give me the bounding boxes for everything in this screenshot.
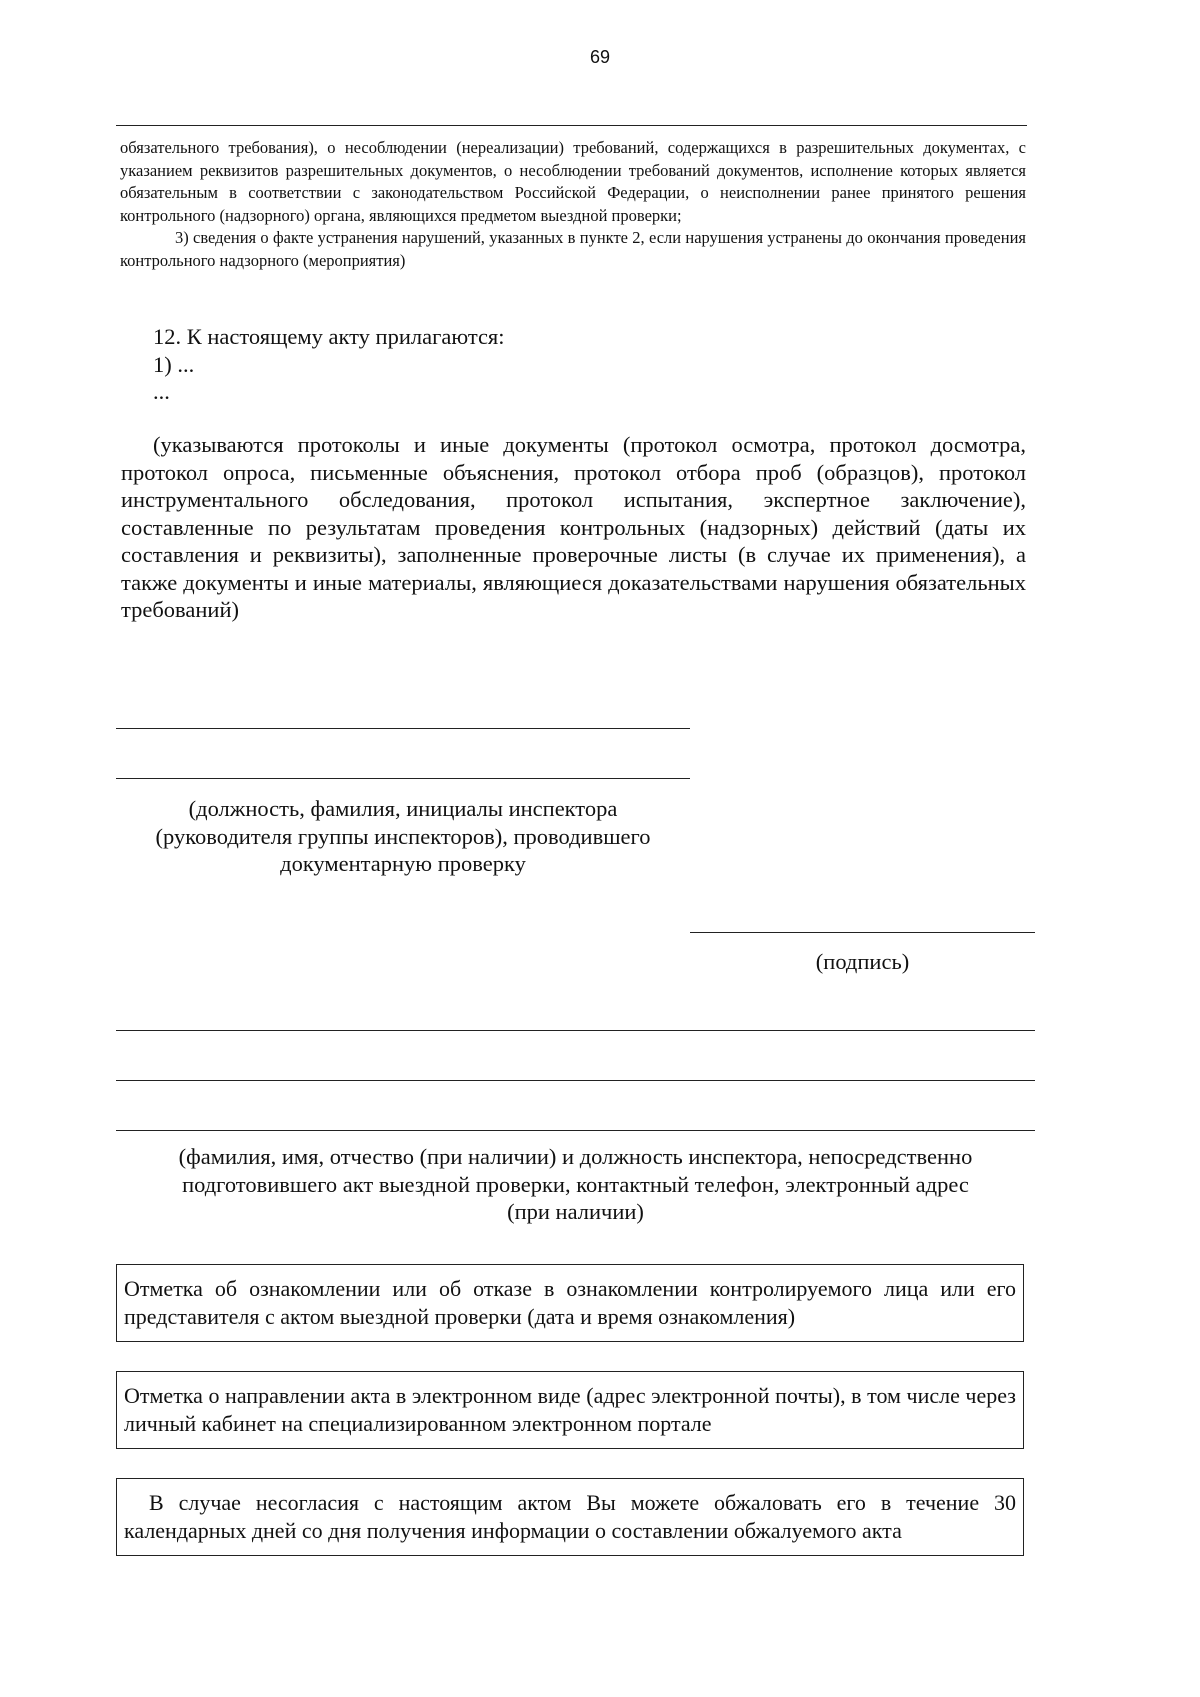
inspector-caption	[116, 795, 690, 878]
attachments-heading: 12. К настоящему акту прилагаются:	[153, 324, 505, 349]
page-number: 69	[589, 47, 611, 67]
familiarization-text: Отметка об ознакомлении или об отказе в ознакомлении контролируемого лица или его представителя с актом выездной проверки (дата и время ознакомления)	[124, 1276, 1016, 1329]
electronic-sending-box	[116, 1371, 1024, 1449]
familiarization-box	[116, 1264, 1024, 1342]
inspector-caption-line-3: документарную проверку	[280, 851, 526, 876]
footnote-separator	[116, 125, 1027, 126]
preparer-caption-line-1: (фамилия, имя, отчество (при наличии) и должность инспектора, непосредственно	[178, 1144, 973, 1169]
footnote-block	[120, 137, 1026, 272]
preparer-caption-line-3: (при наличии)	[507, 1199, 644, 1224]
preparer-line-2	[116, 1080, 1035, 1081]
inspector-caption-line-1: (должность, фамилия, инициалы инспектора	[188, 796, 618, 821]
inspector-line-1	[116, 728, 690, 729]
preparer-line-1	[116, 1030, 1035, 1031]
appeal-box	[116, 1478, 1024, 1556]
appeal-text: В случае несогласия с настоящим актом Вы можете обжаловать его в течение 30 календарных дней со дня получения информации о составлении обжалуемого акта	[124, 1490, 1016, 1543]
inspector-caption-line-2: (руководителя группы инспекторов), проводившего	[155, 823, 651, 849]
footnote-paragraph-1: обязательного требования), о несоблюдении (нереализации) требований, содержащихся в разрешительных документах, с указанием реквизитов разрешительных документов, о несоблюдении требований документов, исполнение которых является обязательным в соответствии с законодательством Российской Федерации, о неисполнении ранее принятого решения контрольного (надзорного) органа, являющихся предметом выездной проверки;	[120, 138, 1026, 225]
attachments-description: (указываются протоколы и иные документы (протокол осмотра, протокол досмотра, протокол опроса, письменные объяснения, протокол отбора проб (образцов), протокол инструментального обследования, протокол испытания, экспертное заключение), составленные по результатам проведения контрольных (надзорных) действий (даты их составления и реквизиты), заполненные проверочные листы (в случае их применения), а также документы и иные материалы, являющиеся доказательствами нарушения обязательных требований)	[121, 432, 1026, 622]
preparer-caption-line-2: подготовившего акт выездной проверки, контактный телефон, электронный адрес	[182, 1171, 969, 1197]
signature-caption: (подпись)	[815, 949, 910, 974]
footnote-paragraph-2: 3) сведения о факте устранения нарушений, указанных в пункте 2, если нарушения устранены до окончания проведения контрольного надзорного (мероприятия)	[120, 228, 1026, 270]
preparer-line-3	[116, 1130, 1035, 1131]
signature-line	[690, 932, 1035, 933]
preparer-caption	[116, 1143, 1035, 1226]
electronic-sending-text: Отметка о направлении акта в электронном виде (адрес электронной почты), в том числе через личный кабинет на специализированном электронном портале	[124, 1383, 1016, 1436]
attachment-item-1: 1) ...	[153, 352, 195, 377]
attachment-ellipsis: ...	[153, 379, 170, 404]
inspector-line-2	[116, 778, 690, 779]
